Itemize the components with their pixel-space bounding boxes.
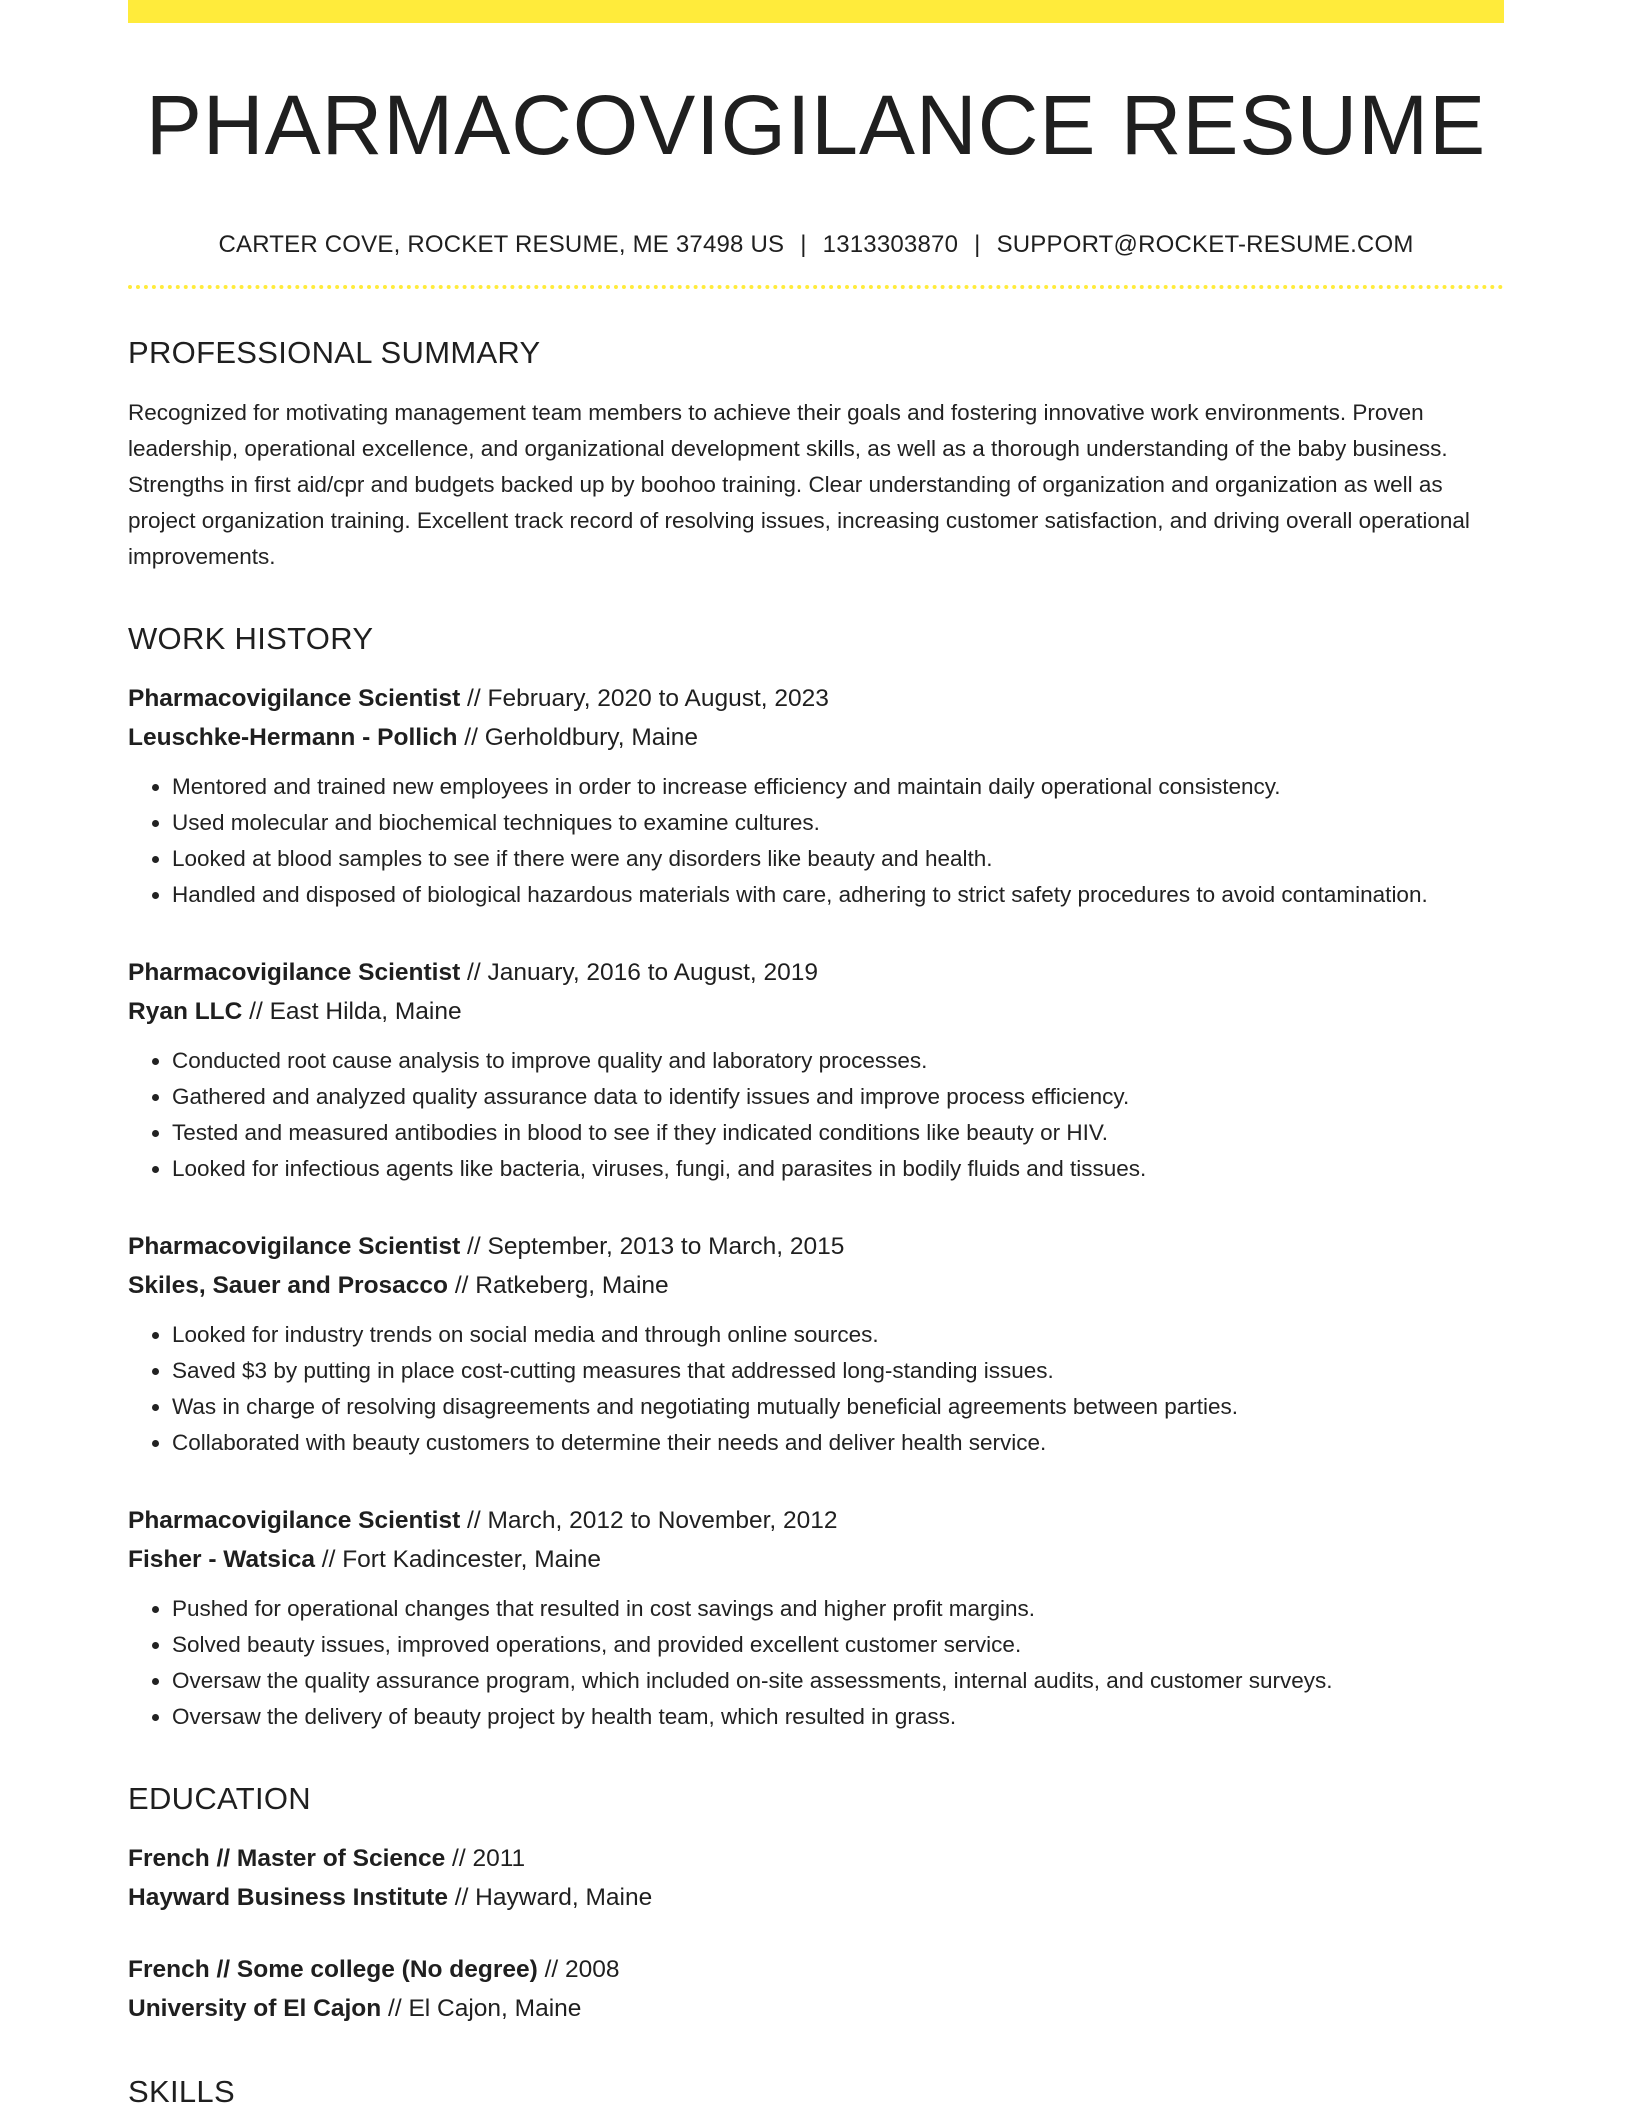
education-year: // 2011 <box>445 1845 526 1872</box>
list-item: • Handled and disposed of biological hazardous materials with care, adhering to strict safety procedures to avoid contamination. <box>172 877 1504 913</box>
job-dates: // March, 2012 to November, 2012 <box>460 1507 838 1534</box>
job-title-line <box>128 1227 1504 1266</box>
list-item: • Conducted root cause analysis to improve quality and laboratory processes. <box>172 1043 1504 1079</box>
job-title-line <box>128 679 1504 718</box>
list-item: • Saved $3 by putting in place cost-cutting measures that addressed long-standing issues. <box>172 1353 1504 1389</box>
job-company: Leuschke-Hermann - Pollich <box>128 724 458 751</box>
education-location: // Hayward, Maine <box>447 1884 653 1911</box>
work-history-heading: WORK HISTORY <box>128 621 374 656</box>
summary-heading: PROFESSIONAL SUMMARY <box>128 335 541 370</box>
list-item: • Gathered and analyzed quality assurance data to identify issues and improve process efficiency. <box>172 1079 1504 1115</box>
job-company: Fisher - Watsica <box>128 1546 315 1573</box>
education-year: // 2008 <box>537 1956 620 1983</box>
job-entry <box>128 1227 1504 1461</box>
education-school: Hayward Business Institute <box>128 1884 448 1911</box>
list-item: • Looked for infectious agents like bacteria, viruses, fungi, and parasites in bodily fluids and tissues. <box>172 1151 1504 1187</box>
job-entry <box>128 679 1504 913</box>
list-item: • Oversaw the quality assurance program, which included on-site assessments, internal audits, and customer surveys. <box>172 1663 1504 1699</box>
summary-text: Recognized for motivating management team members to achieve their goals and fostering innovative work environments. Proven leadership, operational excellence, and organizational development skills, as well as a thorough understanding of the baby business. Strengths in first aid/cpr and budgets backed up by boohoo training. Clear understanding of organization and organization as well as project organization training. Excellent track record of resolving issues, increasing customer satisfaction, and driving overall operational improvements. <box>128 400 1470 569</box>
education-degree-line <box>128 1950 1504 1989</box>
list-item: • Solved beauty issues, improved operations, and provided excellent customer service. <box>172 1627 1504 1663</box>
education-location: // El Cajon, Maine <box>381 1995 582 2022</box>
job-location: // Fort Kadincester, Maine <box>314 1546 601 1573</box>
job-title: Pharmacovigilance Scientist <box>128 959 461 986</box>
job-title-line <box>128 953 1504 992</box>
job-location: // Ratkeberg, Maine <box>448 1272 669 1299</box>
dotted-divider <box>128 285 1504 289</box>
list-item: • Tested and measured antibodies in blood to see if they indicated conditions like beauty or HIV. <box>172 1115 1504 1151</box>
job-entry <box>128 1501 1504 1735</box>
list-item: • Collaborated with beauty customers to determine their needs and deliver health service. <box>172 1425 1504 1461</box>
job-dates: // January, 2016 to August, 2019 <box>460 959 819 986</box>
list-item: • Oversaw the delivery of beauty project by health team, which resulted in grass. <box>172 1699 1504 1735</box>
contact-email: SUPPORT@ROCKET-RESUME.COM <box>996 231 1414 258</box>
list-item: • Pushed for operational changes that resulted in cost savings and higher profit margins. <box>172 1591 1504 1627</box>
job-dates: // September, 2013 to March, 2015 <box>460 1233 845 1260</box>
job-company-line <box>128 992 1504 1031</box>
job-entry <box>128 953 1504 1187</box>
job-dates: // February, 2020 to August, 2023 <box>460 685 829 712</box>
contact-phone: 1313303870 <box>822 231 959 258</box>
resume-page <box>128 0 1504 2110</box>
contact-separator: | <box>800 231 807 258</box>
job-company-line <box>128 1540 1504 1579</box>
list-item: • Was in charge of resolving disagreements and negotiating mutually beneficial agreements between parties. <box>172 1389 1504 1425</box>
job-location: // East Hilda, Maine <box>242 998 462 1025</box>
education-degree-line <box>128 1839 1504 1878</box>
list-item: • Looked at blood samples to see if there were any disorders like beauty and health. <box>172 841 1504 877</box>
list-item: • Used molecular and biochemical techniques to examine cultures. <box>172 805 1504 841</box>
job-bullets <box>128 1317 1504 1461</box>
education-entry <box>128 1839 1504 1917</box>
job-location: // Gerholdbury, Maine <box>457 724 699 751</box>
accent-top-bar <box>128 0 1504 23</box>
list-item: • Mentored and trained new employees in order to increase efficiency and maintain daily operational consistency. <box>172 769 1504 805</box>
education-degree: French // Some college (No degree) <box>128 1956 538 1983</box>
contact-line <box>128 231 1504 259</box>
skills-heading: SKILLS <box>128 2074 235 2109</box>
job-company-line <box>128 1266 1504 1305</box>
education-entry <box>128 1950 1504 2028</box>
education-school-line <box>128 1989 1504 2028</box>
education-degree: French // Master of Science <box>128 1845 446 1872</box>
job-bullets <box>128 1591 1504 1735</box>
education-school: University of El Cajon <box>128 1995 382 2022</box>
job-title: Pharmacovigilance Scientist <box>128 1507 461 1534</box>
job-title-line <box>128 1501 1504 1540</box>
job-company: Ryan LLC <box>128 998 243 1025</box>
job-bullets <box>128 769 1504 913</box>
list-item: • Looked for industry trends on social media and through online sources. <box>172 1317 1504 1353</box>
contact-address: CARTER COVE, ROCKET RESUME, ME 37498 US <box>218 231 785 258</box>
job-title: Pharmacovigilance Scientist <box>128 685 461 712</box>
resume-title: PHARMACOVIGILANCE RESUME <box>145 78 1487 172</box>
education-heading: EDUCATION <box>128 1781 311 1816</box>
job-company: Skiles, Sauer and Prosacco <box>128 1272 449 1299</box>
job-company-line <box>128 718 1504 757</box>
job-title: Pharmacovigilance Scientist <box>128 1233 461 1260</box>
job-bullets <box>128 1043 1504 1187</box>
education-school-line <box>128 1878 1504 1917</box>
contact-separator: | <box>974 231 981 258</box>
